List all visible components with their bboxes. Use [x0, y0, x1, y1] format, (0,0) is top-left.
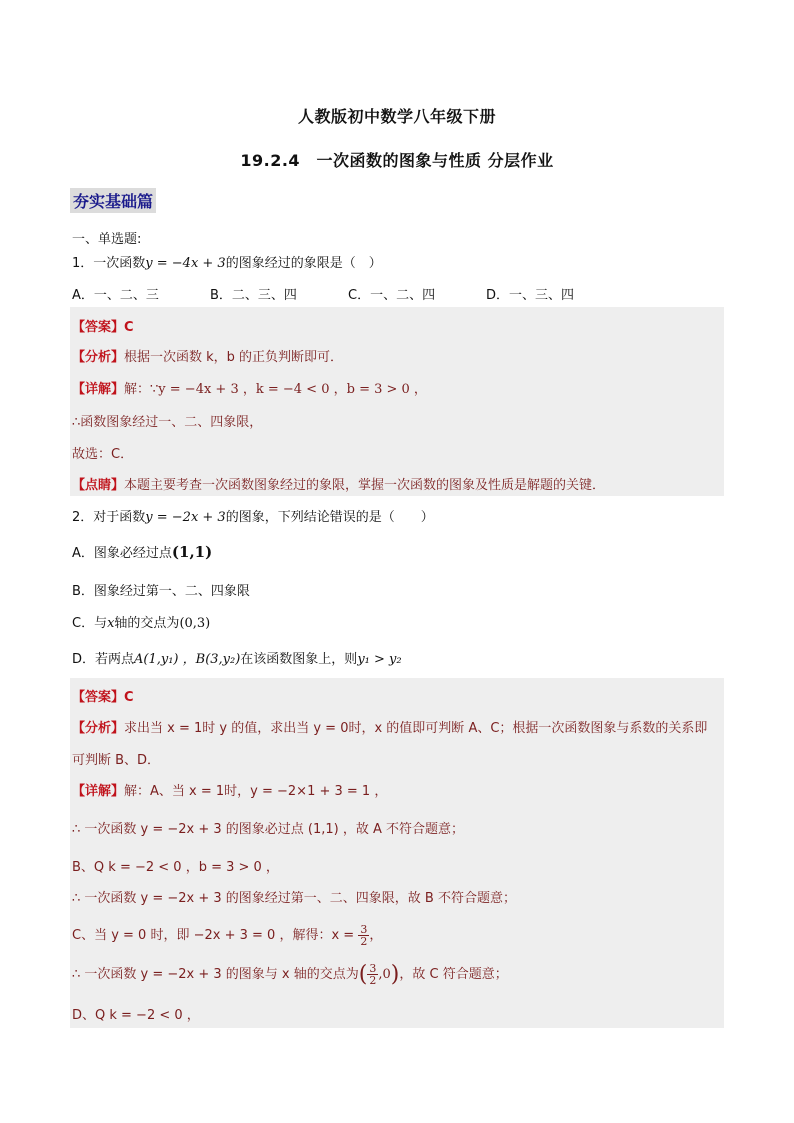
page-title: 人教版初中数学八年级下册 [297, 107, 496, 126]
q2-stem-pre: 2．对于函数 [72, 510, 146, 525]
q2-detail-2: ∴ 一次函数 y = −2x + 3 的图象必过点 (1,1) ，故 A 不符合题意； [72, 822, 465, 837]
q2-option-d-inequality: y₁ > y₂ [357, 652, 402, 667]
fraction-denominator: 2 [369, 974, 377, 987]
q1-stem-formula: y = −4x + 3 [145, 256, 226, 271]
q2-stem-formula: y = −2x + 3 [145, 510, 226, 525]
q2-detail-5-post: ， [369, 928, 383, 943]
q2-answer-value: C [124, 690, 134, 705]
q2-answer [72, 686, 134, 705]
q2-detail-6-pre: ∴ 一次函数 y = −2x + 3 的图象与 x 轴的交点为 [72, 967, 359, 982]
q2-detail-6-point-tail: ,0 [378, 967, 391, 982]
part-label: 一、单选题: [72, 232, 142, 247]
section-heading: 夯实基础篇 [70, 188, 156, 213]
q2-stem [72, 506, 434, 525]
q2-detail-5 [72, 924, 382, 947]
q1-option-c: C．一、二、四 [348, 288, 436, 303]
q2-option-c-axis: x [107, 616, 115, 631]
q2-option-a [72, 542, 212, 561]
right-paren: ) [390, 962, 400, 987]
q2-detail-7: D、Q k = −2 < 0 ， [72, 1008, 200, 1023]
q1-detail-tag: 【详解】 [72, 382, 125, 397]
q1-comment-text: 本题主要考查一次函数图象经过的象限，掌握一次函数的图象及性质是解题的关键． [124, 478, 606, 493]
q1-answer-tag: 【答案】 [72, 320, 125, 335]
q2-option-d-pre: D．若两点 [72, 652, 135, 667]
q1-answer-value: C [124, 320, 134, 335]
q2-option-c-point: (0,3) [179, 616, 211, 631]
q1-answer [72, 316, 134, 335]
q2-detail-6-fraction [367, 963, 378, 986]
q2-option-b: B．图象经过第一、二、四象限 [72, 584, 250, 599]
q2-analysis-text-2: 可判断 B、D． [72, 753, 161, 768]
q1-detail-2: ∴函数图象经过一、二、四象限， [72, 415, 263, 430]
q1-detail-1-pre: 解：∵ [124, 382, 159, 397]
q1-analysis-text: 根据一次函数 k，b 的正负判断即可． [124, 350, 344, 365]
q1-option-a: A．一、二、三 [72, 288, 159, 303]
q2-analysis [72, 717, 707, 736]
q1-option-d: D．一、三、四 [486, 288, 575, 303]
q2-option-d [72, 648, 402, 667]
q2-detail-1-text: 解：A、当 x = 1时，y = −2×1 + 3 = 1 ， [124, 784, 388, 799]
q1-detail-1 [72, 378, 427, 397]
q1-analysis-tag: 【分析】 [72, 350, 125, 365]
q2-detail-3: B、Q k = −2 < 0 ，b = 3 > 0 ， [72, 860, 279, 875]
q2-analysis-tag: 【分析】 [72, 721, 125, 736]
q2-option-d-points: A(1,y₁) ，B(3,y₂) [134, 652, 241, 667]
q1-comment-tag: 【点睛】 [72, 478, 125, 493]
fraction-numerator: 3 [360, 923, 368, 936]
q1-option-b: B．二、三、四 [210, 288, 297, 303]
q2-detail-5-pre: C、当 y = 0 时，即 −2x + 3 = 0 ，解得：x = [72, 928, 355, 943]
q2-option-c-post: 轴的交点为 [114, 616, 180, 631]
fraction-numerator: 3 [369, 962, 377, 975]
q2-detail-5-fraction [358, 924, 369, 947]
q2-detail-4: ∴ 一次函数 y = −2x + 3 的图象经过第一、二、四象限，故 B 不符合题意； [72, 891, 516, 906]
q2-detail-1 [72, 780, 387, 799]
q2-detail-6-post: ，故 C 符合题意； [399, 967, 508, 982]
fraction-denominator: 2 [360, 935, 368, 948]
q2-detail-6 [72, 962, 508, 987]
q1-stem-post: 的图象经过的象限是（ ） [225, 256, 382, 271]
q1-detail-3: 故选：C． [72, 447, 134, 462]
left-paren: ( [358, 962, 368, 987]
q2-option-a-point: (1,1) [171, 543, 213, 561]
q2-stem-post: 的图象，下列结论错误的是（ ） [225, 510, 434, 525]
q1-stem-pre: 1．一次函数 [72, 256, 146, 271]
q2-option-a-text: A．图象必经过点 [72, 546, 172, 561]
q1-answer-box [70, 307, 724, 496]
q2-option-d-mid: 在该函数图象上，则 [240, 652, 358, 667]
q2-option-c-pre: C．与 [72, 616, 108, 631]
q1-analysis [72, 346, 343, 365]
q2-option-c [72, 612, 210, 631]
q1-detail-1-formula: y = −4x + 3 ，k = −4 < 0 ，b = 3 > 0 ， [158, 382, 427, 397]
q2-answer-tag: 【答案】 [72, 690, 125, 705]
page-subtitle: 19.2.4 一次函数的图象与性质 分层作业 [240, 151, 554, 170]
q1-stem [72, 252, 382, 271]
q2-detail-tag: 【详解】 [72, 784, 125, 799]
q1-comment [72, 474, 605, 493]
q2-analysis-text-1: 求出当 x = 1时 y 的值，求出当 y = 0时，x 的值即可判断 A、C；根据一次函数图象与系数的关系即 [124, 721, 708, 736]
